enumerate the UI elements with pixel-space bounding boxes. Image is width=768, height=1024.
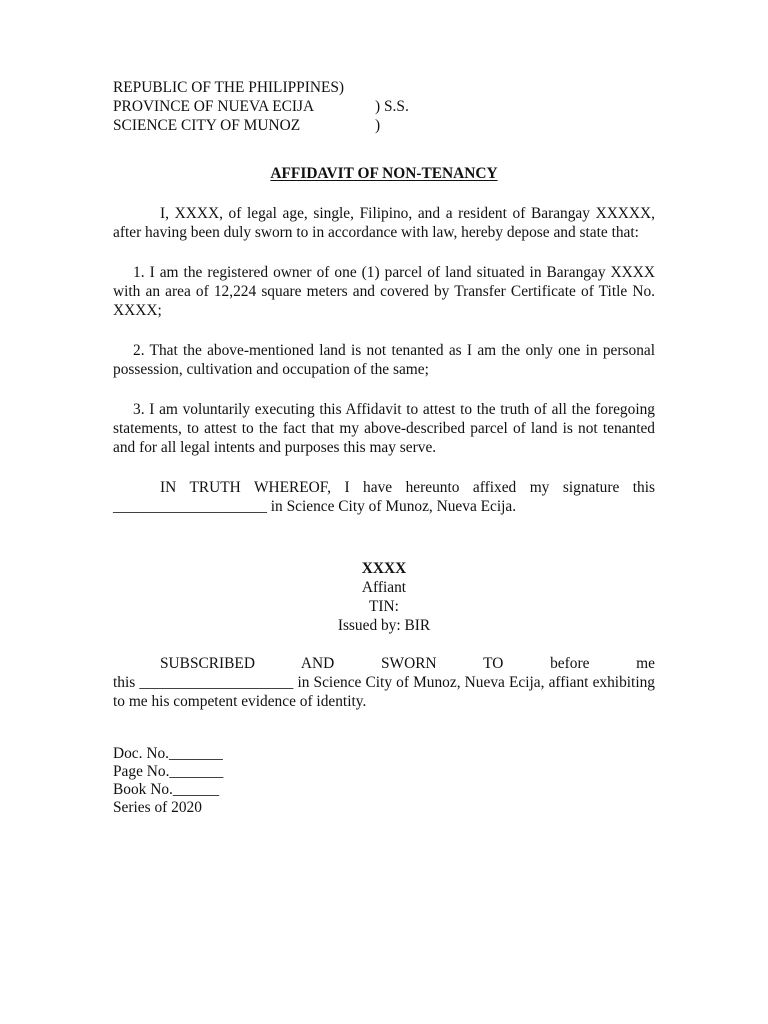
- statement-item-1: 1. I am the registered owner of one (1) parcel of land situated in Barangay XXXX with an area of 12,224 square meters and covered by Transfer Certificate of Title No. XXXX;: [113, 264, 655, 319]
- signature-block: [113, 559, 655, 635]
- intro-paragraph: I, XXXX, of legal age, single, Filipino, and a resident of Barangay XXXXX, after having been duly sworn to in accordance with law, hereby depose and state that:: [113, 205, 655, 241]
- statement-item-2: 2. That the above-mentioned land is not tenanted as I am the only one in personal possession, cultivation and occupation of the same;: [113, 342, 655, 378]
- venue-line-province: [113, 97, 655, 116]
- jurat-paragraph: [113, 654, 655, 711]
- affiant-issued-by: Issued by: BIR: [337, 617, 431, 634]
- witness-text-before: IN TRUTH WHEREOF, I have hereunto affixed my signature this: [160, 479, 655, 496]
- witness-paragraph: [113, 478, 655, 516]
- venue-province: PROVINCE OF NUEVA ECIJA: [113, 98, 315, 115]
- notary-book-no: Book No.______: [113, 781, 220, 798]
- witness-date-blank[interactable]: ____________________: [113, 498, 267, 515]
- venue-paren: ): [375, 117, 381, 134]
- jurat-text-first: SUBSCRIBED AND SWORN TO before me this: [113, 655, 655, 691]
- venue-city: SCIENCE CITY OF MUNOZ: [113, 117, 301, 134]
- venue-ss: ) S.S.: [375, 98, 409, 115]
- affiant-tin: TIN:: [369, 598, 399, 615]
- affiant-role: Affiant: [361, 579, 407, 596]
- venue-line-city: [113, 116, 655, 135]
- statement-item-3: 3. I am voluntarily executing this Affidavit to attest to the truth of all the foregoing statements, to attest to the fact that my above-described parcel of land is not tenanted and for all legal intents and purposes this may serve.: [113, 401, 655, 456]
- notary-register: [113, 744, 655, 816]
- affidavit-document: [113, 78, 655, 816]
- witness-text-after: in Science City of Munoz, Nueva Ecija.: [270, 498, 517, 515]
- venue-line-republic: [113, 78, 655, 97]
- notary-series: Series of 2020: [113, 799, 202, 816]
- notary-doc-no: Doc. No._______: [113, 745, 223, 762]
- jurat-text-rest: in Science City of Munoz, Nueva Ecija, affiant exhibiting to me his competent evidence of identity.: [113, 674, 655, 710]
- notary-page-no: Page No._______: [113, 763, 224, 780]
- affiant-name: XXXX: [361, 560, 407, 577]
- venue-republic: REPUBLIC OF THE PHILIPPINES): [113, 79, 345, 96]
- venue-block: [113, 78, 655, 135]
- document-title: AFFIDAVIT OF NON-TENANCY: [270, 165, 498, 182]
- jurat-date-blank[interactable]: ____________________: [139, 674, 294, 691]
